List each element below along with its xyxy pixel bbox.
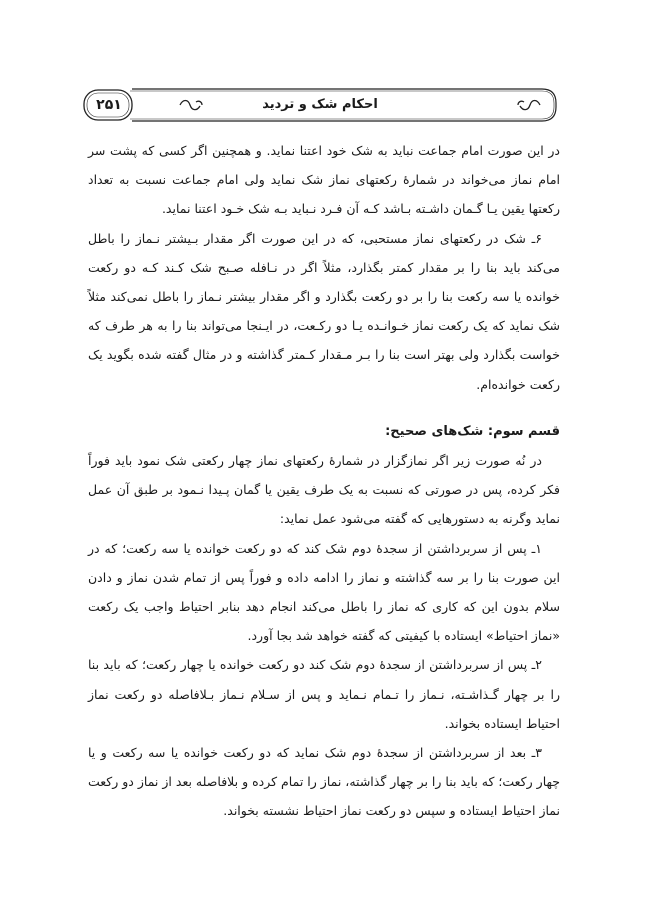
- ornament-right-icon: [516, 97, 542, 113]
- paragraph: در این صورت امام جماعت نباید به شک خود اعتنا نماید. و همچنین اگر کسی که پشت سر امام نماز می‌خواند در شمارهٔ رکعتهای نماز شک نماید ولی امام جماعت نسبت به تعداد رکعتها یقین یـا گـمان داشـته بـاشد کـه آن فـرد نـباید بـه شک خـود اعتنا نماید.: [88, 143, 560, 217]
- section-spacer: [88, 399, 560, 417]
- section-heading: قسم سوم: شک‌های صحیح:: [385, 423, 560, 439]
- paragraph: ۱ـ پس از سربرداشتن از سجدهٔ دوم شک کند که دو رکعت خوانده یا سه رکعت؛ که در این صورت بنا را بر سه گذاشته و نماز را ادامه داده و فوراً پس از تمام شدن نماز و دادن سلام بدون این که کاری که نماز را باطل می‌کند انجام دهد بنابر احتیاط واجب یک رکعت «نماز احتیاط» ایستاده با کیفیتی که گفته خواهد شد بجا آورد.: [88, 540, 560, 644]
- page-header: [80, 88, 560, 122]
- paragraph: ۶ـ شک در رکعتهای نماز مستحبی، که در این صورت اگر مقدار بـیشتر نـماز را باطل می‌کند باید بنا را بر مقدار کمتر بگذارد، مثلاً اگر در نـافله صـبح شک کـند کـه دو رکعت خوانده یا سه رکعت بنا را بر دو رکعت بگذارد و اگر مقدار بیشتر نـماز را باطل نمی‌کند مثلاً شک نماید که یک رکعت نماز خـوانـده یـا دو رکـعت، در ایـنجا می‌تواند بنا را به هر طرف که خواست بگذارد ولی بهتر است بنا را بـر مـقدار کـمتر گذاشته و در مثال گفته شده بگوید یک رکعت خوانده‌ام.: [88, 230, 560, 392]
- page-body: [88, 136, 560, 826]
- page-number: ۲۵۱: [96, 97, 122, 113]
- paragraph: ۲ـ پس از سربرداشتن از سجدهٔ دوم شک کند دو رکعت خوانده یا چهار رکعت؛ که باید بنا را بر چهار گـذاشـته، نـماز را تـمام نـماید و پس از سـلام نـماز بـلافاصله دو رکعت نماز احتیاط ایستاده بخواند.: [88, 657, 560, 731]
- paragraph: ۳ـ بعد از سربرداشتن از سجدهٔ دوم شک نماید که دو رکعت خوانده یا سه رکعت و یا چهار رکعت؛ که باید بنا را بر چهار گذاشته، نماز را تمام کرده و بلافاصله بعد از نماز دو رکعت نماز احتیاط ایستاده و سپس دو رکعت نماز احتیاط نشسته بخواند.: [88, 745, 560, 819]
- running-title: احکام شک و تردید: [262, 97, 378, 112]
- paragraph: در نُه صورت زیر اگر نمازگزار در شمارهٔ رکعتهای نماز چهار رکعتی شک نمود باید فوراً فکر کرده، پس در صورتی که نسبت به یک طرف یقین یا گمان پـیدا نـمود بر طبق آن عمل نماید وگرنه به دستورهایی که گفته می‌شود عمل نماید:: [88, 453, 560, 527]
